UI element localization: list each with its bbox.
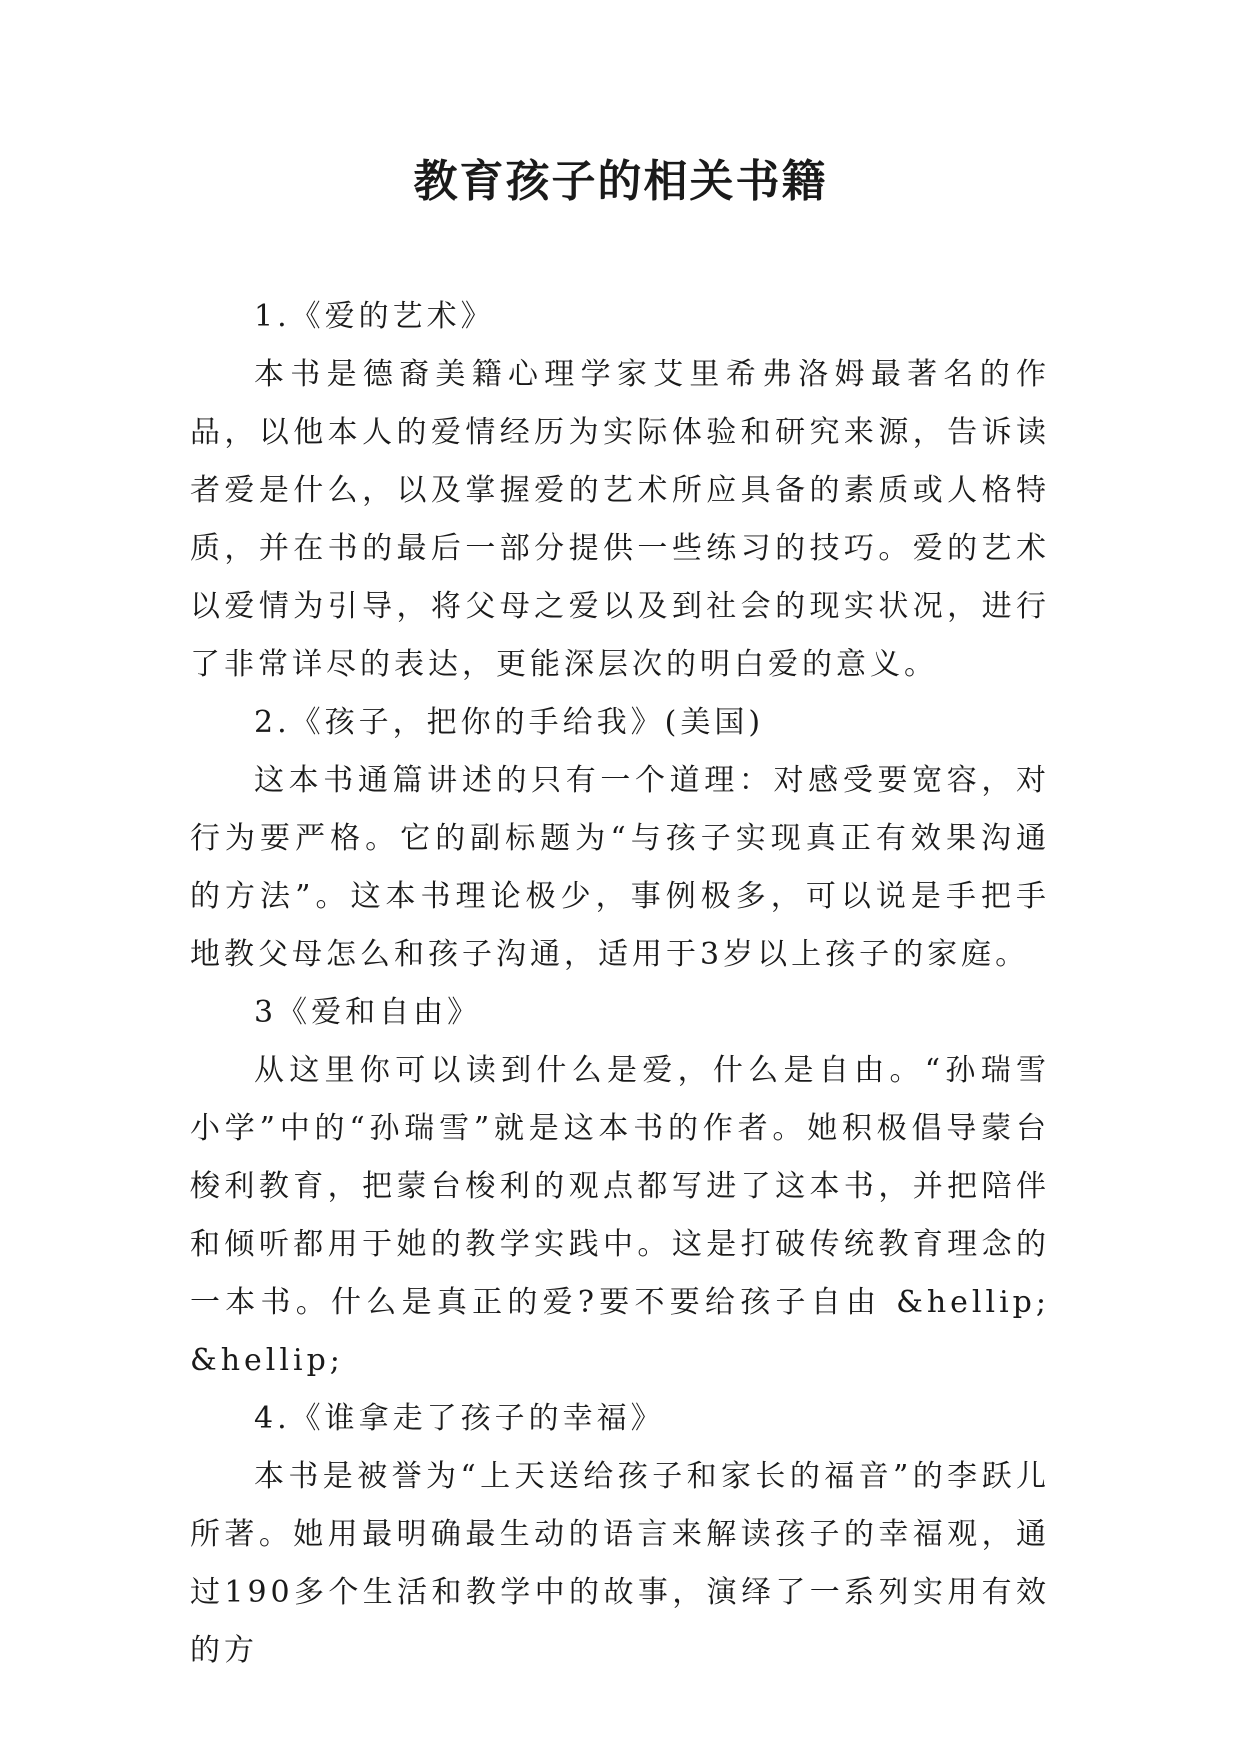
book-3-heading: 3《爱和自由》: [254, 995, 482, 1030]
book-3-description: 从这里你可以读到什么是爱，什么是自由。“孙瑞雪小学”中的“孙瑞雪”就是这本书的作者。她积极倡导蒙台梭利教育，把蒙台梭利的观点都写进了这本书，并把陪伴和倾听都用于她的教学实践中。这是打破传统教育理念的一本书。什么是真正的爱?要不要给孩子自由 &hellip;&hellip;: [190, 1053, 1050, 1378]
book-4-heading: 4.《谁拿走了孩子的幸福》: [254, 1401, 665, 1436]
document-title: 教育孩子的相关书籍: [413, 156, 828, 207]
document-body: [190, 288, 1050, 1680]
book-1-description: 本书是德裔美籍心理学家艾里希弗洛姆最著名的作品，以他本人的爱情经历为实际体验和研究来源，告诉读者爱是什么，以及掌握爱的艺术所应具备的素质或人格特质，并在书的最后一部分提供一些练习的技巧。爱的艺术以爱情为引导，将父母之爱以及到社会的现实状况，进行了非常详尽的表达，更能深层次的明白爱的意义。: [190, 357, 1050, 682]
book-1-heading: 1.《爱的艺术》: [254, 299, 495, 334]
book-4-description: 本书是被誉为“上天送给孩子和家长的福音”的李跃儿所著。她用最明确最生动的语言来解读孩子的幸福观，通过190多个生活和教学中的故事，演绎了一系列实用有效的方: [190, 1459, 1050, 1668]
book-2-description: 这本书通篇讲述的只有一个道理：对感受要宽容，对行为要严格。它的副标题为“与孩子实现真正有效果沟通的方法”。这本书理论极少，事例极多，可以说是手把手地教父母怎么和孩子沟通，适用于3岁以上孩子的家庭。: [190, 763, 1050, 972]
book-2-heading: 2.《孩子，把你的手给我》(美国): [254, 705, 765, 740]
